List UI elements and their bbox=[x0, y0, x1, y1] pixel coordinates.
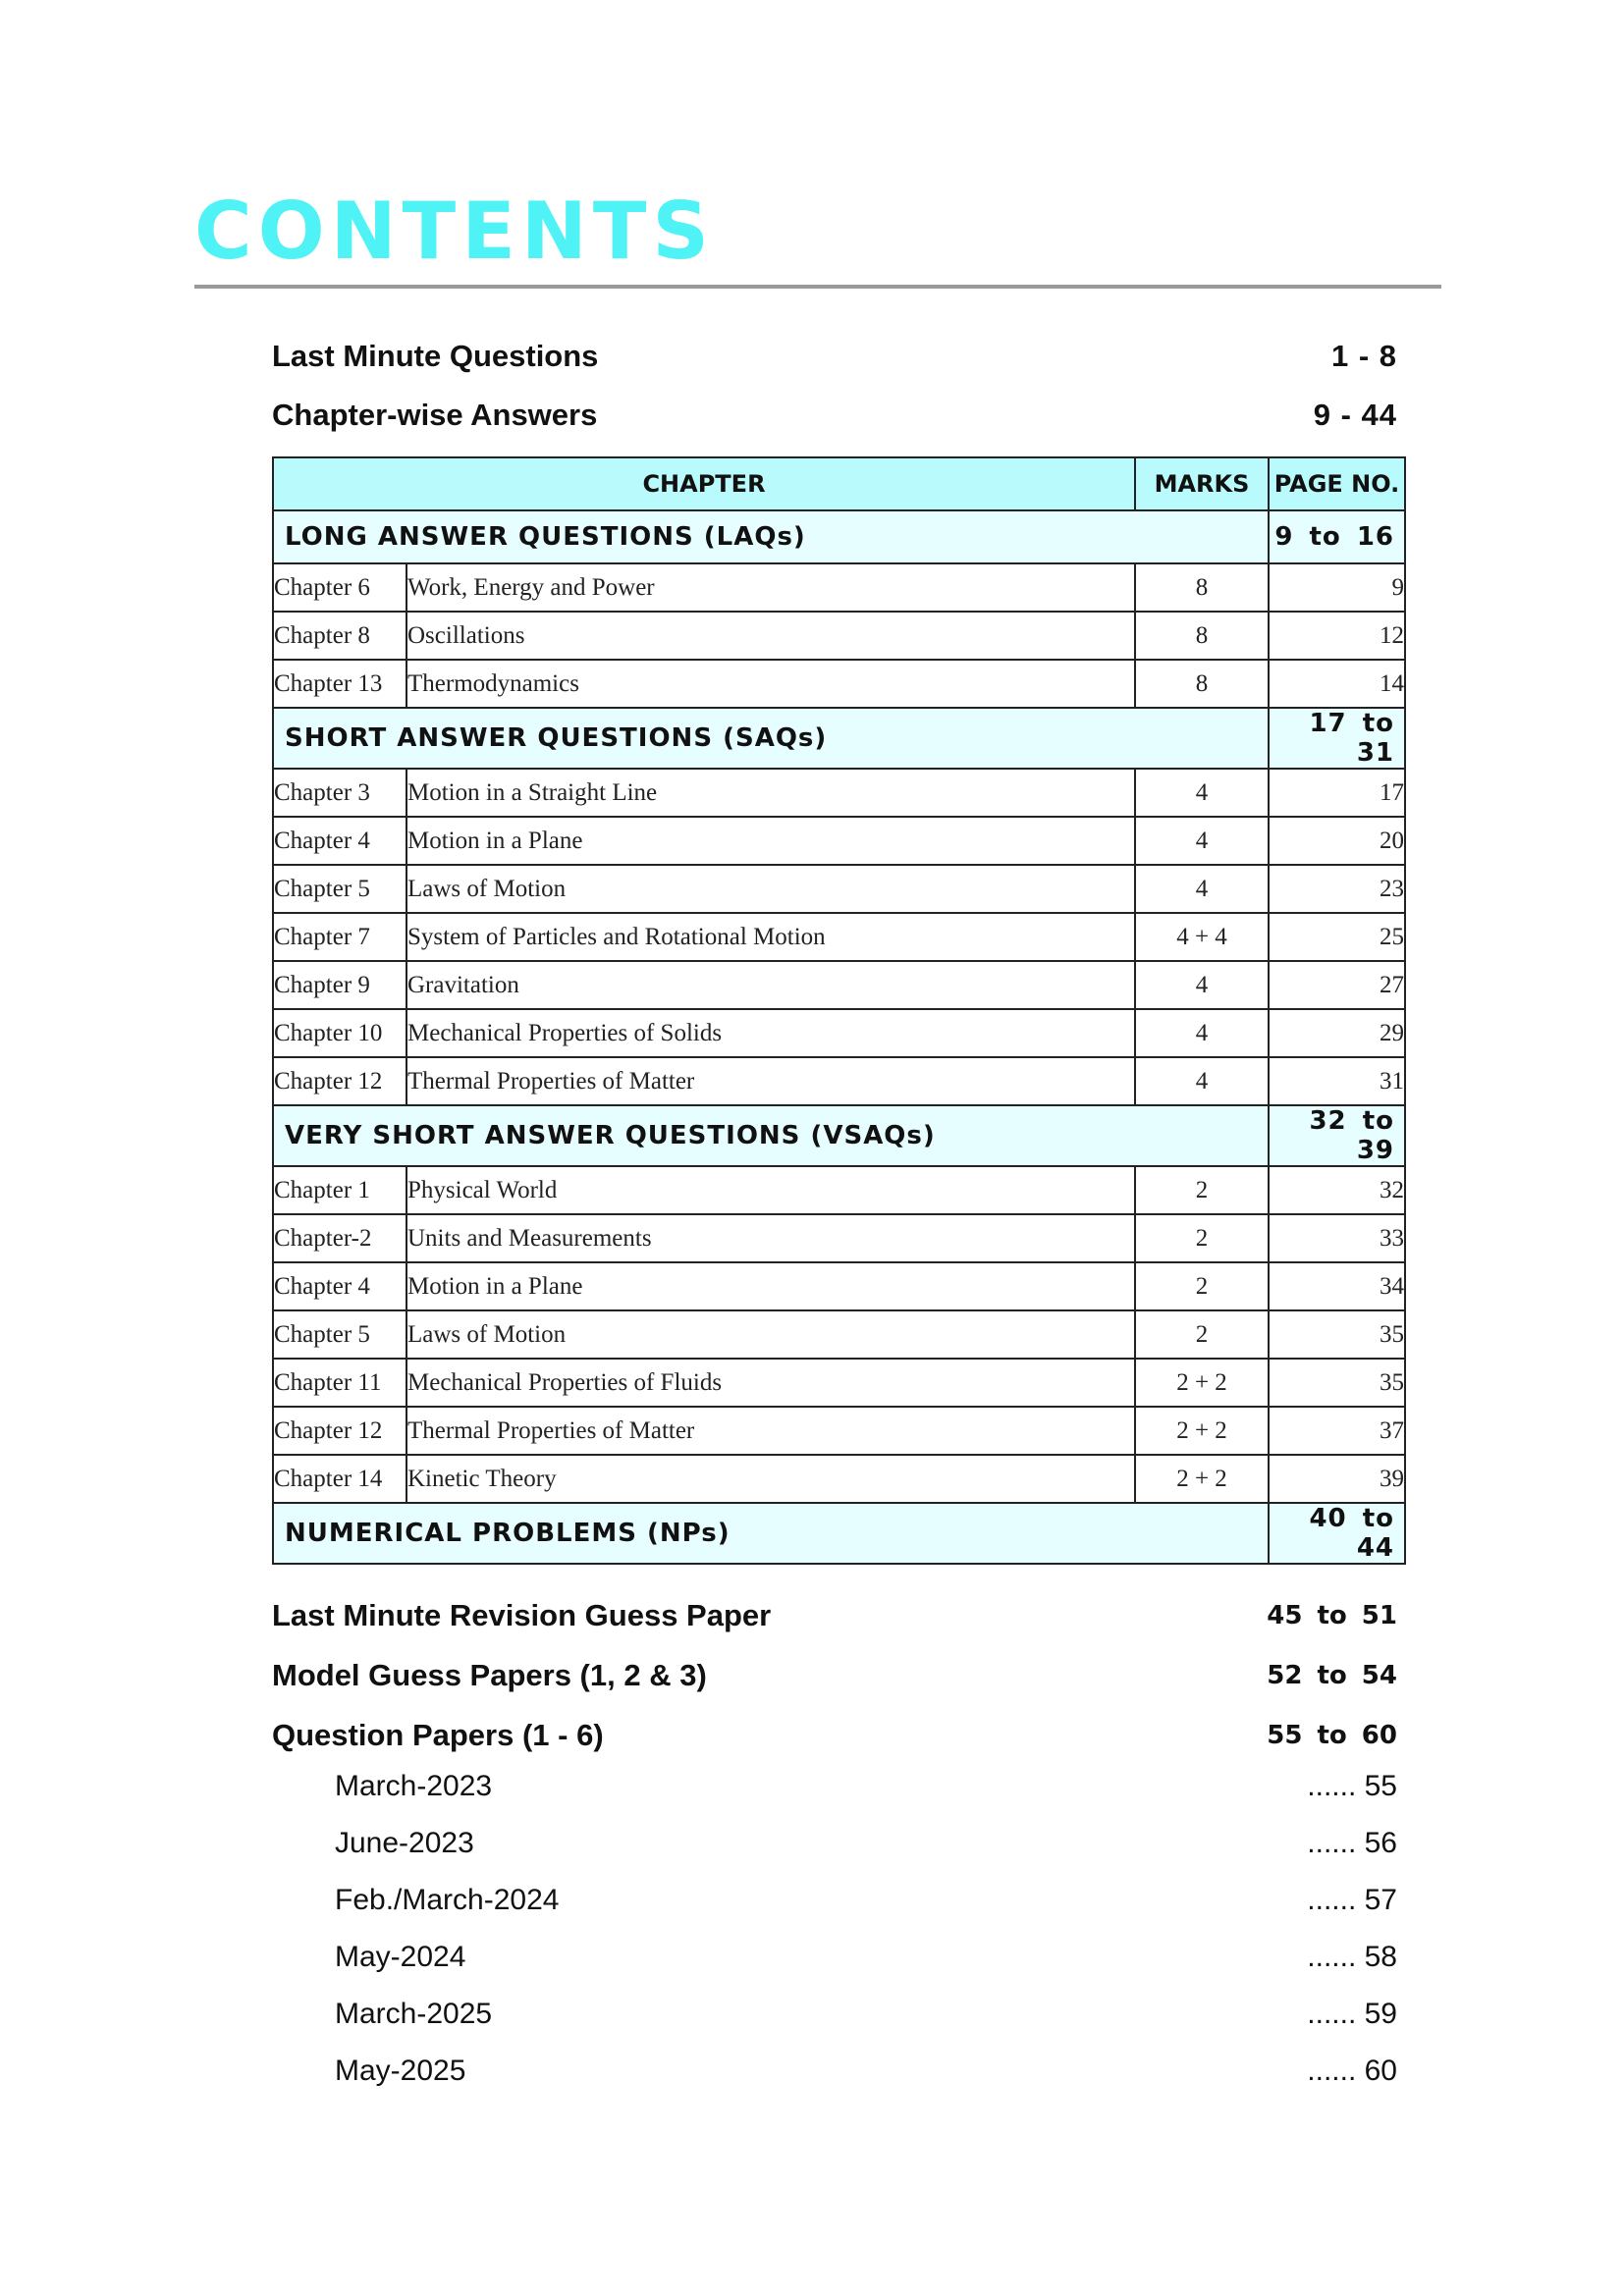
marks-cell: 2 bbox=[1135, 1166, 1269, 1214]
topic-cell: Motion in a Plane bbox=[406, 1262, 1135, 1310]
marks-cell: 2 bbox=[1135, 1214, 1269, 1262]
chapter-cell: Chapter 3 bbox=[273, 769, 406, 817]
marks-cell: 8 bbox=[1135, 612, 1269, 660]
question-paper-page: ...... 55 bbox=[1307, 1770, 1397, 1802]
toc-entry-label: Last Minute Revision Guess Paper bbox=[272, 1598, 772, 1632]
table-row[interactable] bbox=[273, 563, 1405, 612]
topic-cell: Gravitation bbox=[406, 961, 1135, 1009]
marks-cell: 4 + 4 bbox=[1135, 913, 1269, 961]
page-cell: 34 bbox=[1269, 1262, 1405, 1310]
topic-cell: Mechanical Properties of Fluids bbox=[406, 1359, 1135, 1407]
topic-cell: Thermal Properties of Matter bbox=[406, 1407, 1135, 1455]
question-paper-label: June-2023 bbox=[335, 1827, 474, 1859]
marks-cell: 8 bbox=[1135, 660, 1269, 708]
chapter-cell: Chapter 6 bbox=[273, 563, 406, 612]
table-header-row bbox=[273, 457, 1405, 510]
page-cell: 33 bbox=[1269, 1214, 1405, 1262]
topic-cell: Laws of Motion bbox=[406, 865, 1135, 913]
section-pages: 9 to 16 bbox=[1269, 510, 1405, 563]
question-paper-entry[interactable] bbox=[335, 1827, 1397, 1860]
question-paper-page: ...... 56 bbox=[1307, 1827, 1397, 1859]
section-header-row[interactable] bbox=[273, 708, 1405, 769]
marks-cell: 4 bbox=[1135, 1009, 1269, 1057]
topic-cell: Motion in a Plane bbox=[406, 817, 1135, 865]
topic-cell: Oscillations bbox=[406, 612, 1135, 660]
toc-entry-pages: 9 - 44 bbox=[1313, 398, 1397, 432]
table-row[interactable] bbox=[273, 1166, 1405, 1214]
page-cell: 39 bbox=[1269, 1455, 1405, 1503]
section-pages: 17 to 31 bbox=[1269, 708, 1405, 769]
page-cell: 31 bbox=[1269, 1057, 1405, 1105]
toc-entry-pages: 55 to 60 bbox=[1267, 1721, 1397, 1750]
question-paper-entry[interactable] bbox=[335, 1998, 1397, 2031]
chapter-cell: Chapter 7 bbox=[273, 913, 406, 961]
table-row[interactable] bbox=[273, 1407, 1405, 1455]
marks-cell: 2 bbox=[1135, 1310, 1269, 1359]
chapter-cell: Chapter 11 bbox=[273, 1359, 406, 1407]
marks-cell: 8 bbox=[1135, 563, 1269, 612]
toc-entry-label: Question Papers (1 - 6) bbox=[272, 1718, 604, 1752]
question-paper-entry[interactable] bbox=[335, 1770, 1397, 1803]
question-paper-entry[interactable] bbox=[335, 2055, 1397, 2088]
table-row[interactable] bbox=[273, 817, 1405, 865]
chapter-cell: Chapter 13 bbox=[273, 660, 406, 708]
topic-cell: Thermodynamics bbox=[406, 660, 1135, 708]
table-row[interactable] bbox=[273, 1009, 1405, 1057]
marks-cell: 4 bbox=[1135, 961, 1269, 1009]
toc-entry-pages: 45 to 51 bbox=[1267, 1601, 1397, 1630]
marks-cell: 2 bbox=[1135, 1262, 1269, 1310]
chapter-cell: Chapter 5 bbox=[273, 1310, 406, 1359]
topic-cell: System of Particles and Rotational Motion bbox=[406, 913, 1135, 961]
page-cell: 17 bbox=[1269, 769, 1405, 817]
marks-cell: 4 bbox=[1135, 817, 1269, 865]
table-row[interactable] bbox=[273, 913, 1405, 961]
topic-cell: Kinetic Theory bbox=[406, 1455, 1135, 1503]
table-row[interactable] bbox=[273, 612, 1405, 660]
chapter-cell: Chapter 5 bbox=[273, 865, 406, 913]
topic-cell: Laws of Motion bbox=[406, 1310, 1135, 1359]
page-cell: 27 bbox=[1269, 961, 1405, 1009]
section-title: NUMERICAL PROBLEMS (NPs) bbox=[273, 1503, 1269, 1564]
chapter-cell: Chapter 10 bbox=[273, 1009, 406, 1057]
chapter-cell: Chapter 1 bbox=[273, 1166, 406, 1214]
toc-entry-last-minute-questions[interactable] bbox=[272, 339, 1397, 374]
question-paper-page: ...... 58 bbox=[1307, 1941, 1397, 1973]
page-cell: 37 bbox=[1269, 1407, 1405, 1455]
topic-cell: Physical World bbox=[406, 1166, 1135, 1214]
toc-entry-chapter-wise-answers[interactable] bbox=[272, 398, 1397, 433]
marks-cell: 2 + 2 bbox=[1135, 1359, 1269, 1407]
toc-entry-label: Last Minute Questions bbox=[272, 339, 599, 373]
question-paper-label: May-2024 bbox=[335, 1941, 466, 1973]
table-row[interactable] bbox=[273, 961, 1405, 1009]
header-chapter: CHAPTER bbox=[273, 457, 1135, 510]
marks-cell: 4 bbox=[1135, 1057, 1269, 1105]
toc-entry-label: Model Guess Papers (1, 2 & 3) bbox=[272, 1658, 707, 1692]
section-header-row[interactable] bbox=[273, 1503, 1405, 1564]
section-header-row[interactable] bbox=[273, 510, 1405, 563]
table-row[interactable] bbox=[273, 1214, 1405, 1262]
page-cell: 29 bbox=[1269, 1009, 1405, 1057]
chapter-cell: Chapter 8 bbox=[273, 612, 406, 660]
question-paper-label: March-2023 bbox=[335, 1770, 493, 1802]
page-cell: 20 bbox=[1269, 817, 1405, 865]
page-cell: 35 bbox=[1269, 1359, 1405, 1407]
chapter-cell: Chapter 4 bbox=[273, 817, 406, 865]
question-paper-page: ...... 57 bbox=[1307, 1884, 1397, 1916]
page-cell: 14 bbox=[1269, 660, 1405, 708]
toc-entry[interactable] bbox=[272, 1718, 1397, 1753]
question-paper-label: Feb./March-2024 bbox=[335, 1884, 560, 1916]
table-row[interactable] bbox=[273, 769, 1405, 817]
table-row[interactable] bbox=[273, 660, 1405, 708]
section-title: LONG ANSWER QUESTIONS (LAQs) bbox=[273, 510, 1269, 563]
page-cell: 25 bbox=[1269, 913, 1405, 961]
chapter-cell: Chapter 12 bbox=[273, 1407, 406, 1455]
page-cell: 9 bbox=[1269, 563, 1405, 612]
marks-cell: 4 bbox=[1135, 769, 1269, 817]
topic-cell: Mechanical Properties of Solids bbox=[406, 1009, 1135, 1057]
header-marks: MARKS bbox=[1135, 457, 1269, 510]
chapter-cell: Chapter 14 bbox=[273, 1455, 406, 1503]
topic-cell: Motion in a Straight Line bbox=[406, 769, 1135, 817]
table-row[interactable] bbox=[273, 865, 1405, 913]
chapter-cell: Chapter-2 bbox=[273, 1214, 406, 1262]
section-header-row[interactable] bbox=[273, 1105, 1405, 1166]
question-paper-page: ...... 60 bbox=[1307, 2055, 1397, 2087]
chapter-cell: Chapter 4 bbox=[273, 1262, 406, 1310]
question-paper-label: May-2025 bbox=[335, 2055, 466, 2087]
question-paper-label: March-2025 bbox=[335, 1998, 493, 2030]
chapter-cell: Chapter 12 bbox=[273, 1057, 406, 1105]
toc-entry[interactable] bbox=[272, 1598, 1397, 1633]
toc-entry-label: Chapter-wise Answers bbox=[272, 398, 598, 432]
section-pages: 40 to 44 bbox=[1269, 1503, 1405, 1564]
question-paper-entry[interactable] bbox=[335, 1941, 1397, 1974]
section-pages: 32 to 39 bbox=[1269, 1105, 1405, 1166]
section-title: SHORT ANSWER QUESTIONS (SAQs) bbox=[273, 708, 1269, 769]
section-title: VERY SHORT ANSWER QUESTIONS (VSAQs) bbox=[273, 1105, 1269, 1166]
contents-table bbox=[272, 456, 1406, 1565]
page-cell: 23 bbox=[1269, 865, 1405, 913]
table-row[interactable] bbox=[273, 1262, 1405, 1310]
header-page: PAGE NO. bbox=[1269, 457, 1405, 510]
title-divider bbox=[194, 285, 1441, 289]
toc-entry-pages: 1 - 8 bbox=[1330, 339, 1397, 373]
toc-entry-pages: 52 to 54 bbox=[1267, 1661, 1397, 1690]
table-row[interactable] bbox=[273, 1455, 1405, 1503]
page-title: CONTENTS bbox=[194, 186, 716, 277]
page-cell: 35 bbox=[1269, 1310, 1405, 1359]
topic-cell: Work, Energy and Power bbox=[406, 563, 1135, 612]
topic-cell: Units and Measurements bbox=[406, 1214, 1135, 1262]
marks-cell: 2 + 2 bbox=[1135, 1407, 1269, 1455]
question-paper-entry[interactable] bbox=[335, 1884, 1397, 1917]
page-cell: 12 bbox=[1269, 612, 1405, 660]
marks-cell: 2 + 2 bbox=[1135, 1455, 1269, 1503]
table-row[interactable] bbox=[273, 1359, 1405, 1407]
table-row[interactable] bbox=[273, 1310, 1405, 1359]
topic-cell: Thermal Properties of Matter bbox=[406, 1057, 1135, 1105]
chapter-cell: Chapter 9 bbox=[273, 961, 406, 1009]
question-paper-page: ...... 59 bbox=[1307, 1998, 1397, 2030]
marks-cell: 4 bbox=[1135, 865, 1269, 913]
table-row[interactable] bbox=[273, 1057, 1405, 1105]
page-cell: 32 bbox=[1269, 1166, 1405, 1214]
toc-entry[interactable] bbox=[272, 1658, 1397, 1693]
